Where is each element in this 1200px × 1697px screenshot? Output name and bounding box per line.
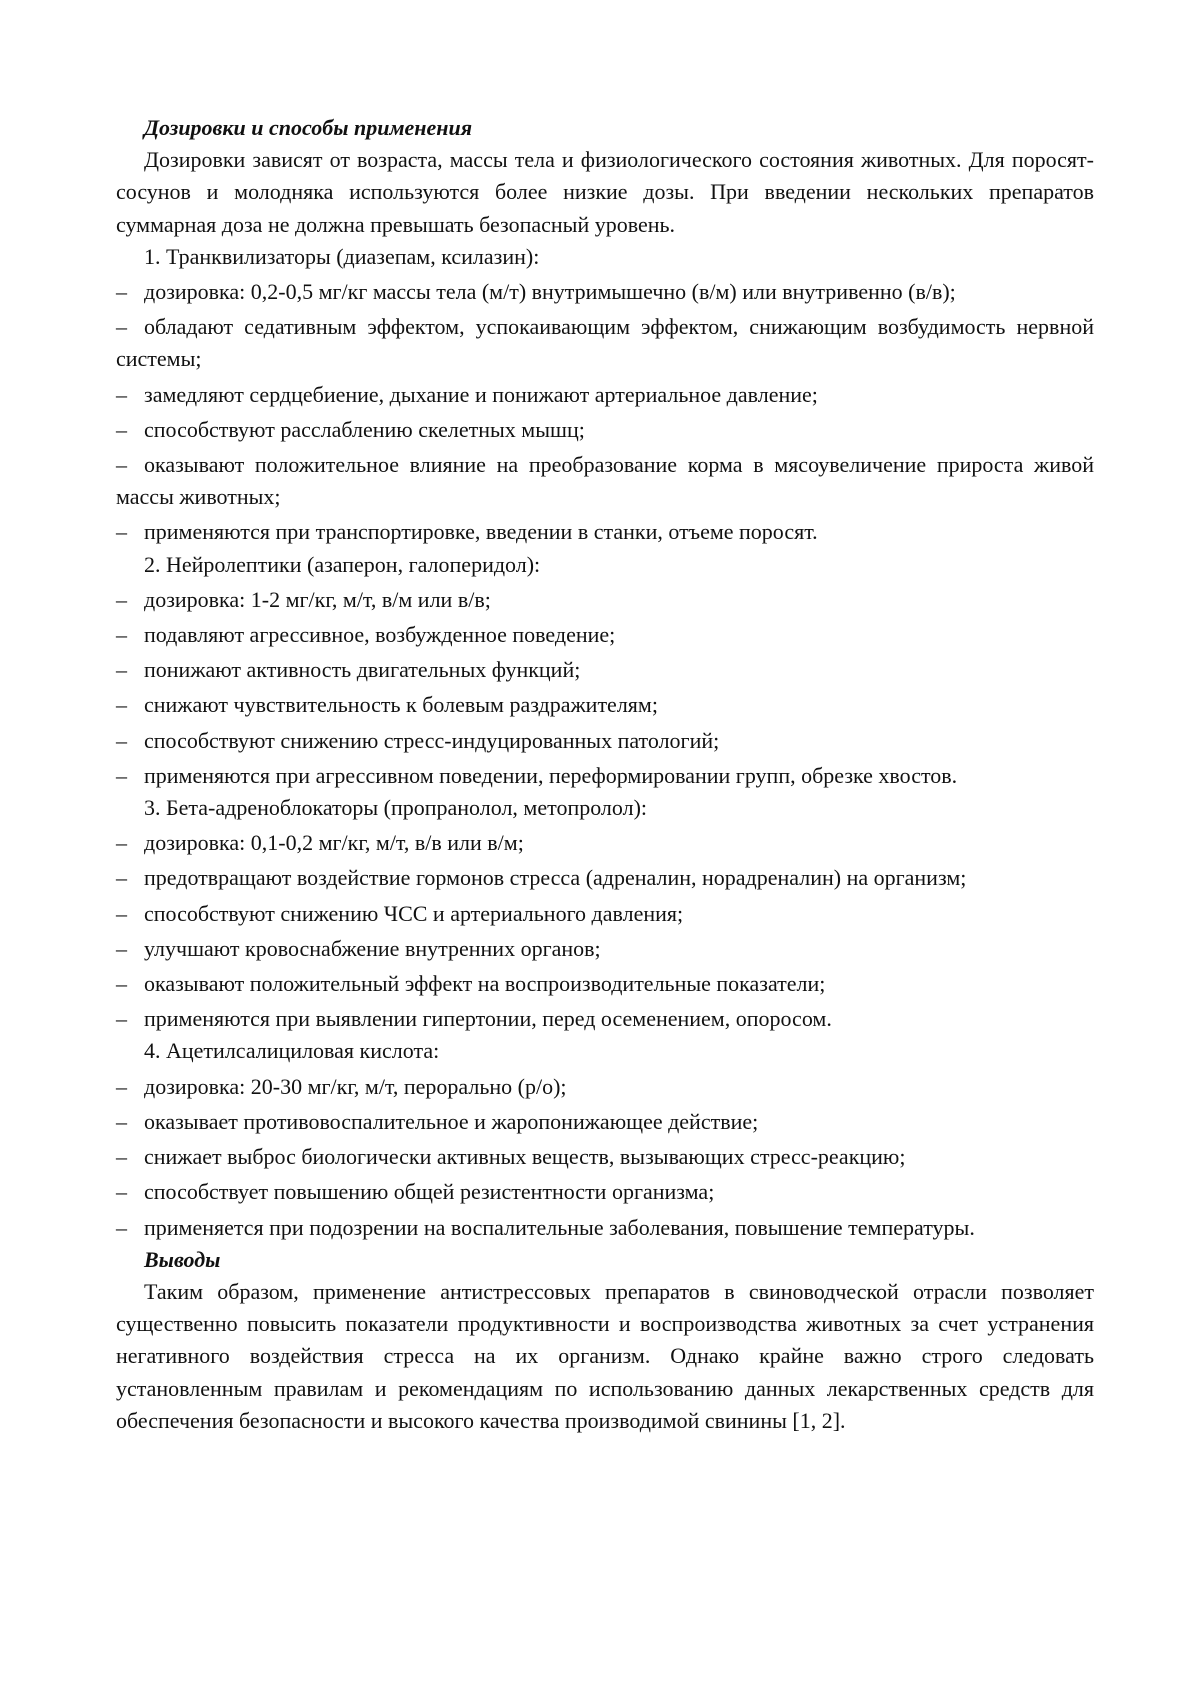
dash-marker: –: [116, 1073, 127, 1099]
list-item: [116, 651, 1094, 686]
conclusion-paragraph: Таким образом, применение антистрессовых препаратов в свиноводческой отрасли позволяет существенно повысить показатели продуктивности и воспроизводства животных за счет устранения негативного воздействия стресса на их организм. Однако крайне важно строго следовать установленным правилам и рекомендациям по использованию данных лекарственных средств для обеспечения безопасности и высокого качества производимой свинины [1, 2].: [116, 1278, 1094, 1433]
list-item: [116, 824, 1094, 859]
section-heading-dosage: Дозировки и способы применения: [144, 115, 473, 140]
list-item-text: применяются при агрессивном поведении, переформировании групп, обрезке хвостов.: [144, 762, 958, 788]
list-item: [116, 411, 1094, 446]
list-item-text: подавляют агрессивное, возбужденное поведение;: [144, 622, 616, 648]
list-item-text: снижают чувствительность к болевым раздражителям;: [144, 692, 658, 718]
dash-marker: –: [116, 586, 127, 612]
dash-marker: –: [116, 727, 127, 753]
group-title-tranquilizers: 1. Транквилизаторы (диазепам, ксилазин):: [144, 243, 540, 269]
list-item: [116, 446, 1094, 513]
list-item-text: способствует повышению общей резистентности организма;: [144, 1179, 715, 1205]
list-item-text: улучшают кровоснабжение внутренних органов;: [144, 935, 601, 961]
list-item: [116, 930, 1094, 965]
list-item-text: замедляют сердцебиение, дыхание и понижают артериальное давление;: [144, 381, 818, 407]
group-title-acetylsalicylic-acid: 4. Ацетилсалициловая кислота:: [144, 1038, 440, 1064]
list-item: [116, 895, 1094, 930]
list-item-text: оказывают положительный эффект на воспроизводительные показатели;: [144, 971, 826, 997]
list-item: [116, 513, 1094, 548]
list-item-text: оказывают положительное влияние на преобразование корма в мясоувеличение прироста живой массы животных;: [116, 452, 1094, 510]
list-item: [116, 686, 1094, 721]
list-item: [116, 308, 1094, 375]
group-title-beta-blockers: 3. Бета-адреноблокаторы (пропранолол, метопролол):: [144, 795, 648, 821]
list-item: [116, 1068, 1094, 1103]
dash-marker: –: [116, 971, 127, 997]
list-item: [116, 757, 1094, 792]
dash-marker: –: [116, 830, 127, 856]
list-item-text: снижает выброс биологически активных веществ, вызывающих стресс-реакцию;: [144, 1144, 906, 1170]
dash-marker: –: [116, 314, 127, 340]
list-item-text: способствуют расслаблению скелетных мышц;: [144, 416, 585, 442]
list-item: [116, 1000, 1094, 1035]
dash-marker: –: [116, 1144, 127, 1170]
dash-marker: –: [116, 900, 127, 926]
list-item: [116, 1173, 1094, 1208]
dash-marker: –: [116, 381, 127, 407]
list-item-text: дозировка: 0,1-0,2 мг/кг, м/т, в/в или в/м;: [144, 830, 524, 856]
dash-marker: –: [116, 935, 127, 961]
dash-marker: –: [116, 1179, 127, 1205]
list-item-text: способствуют снижению ЧСС и артериального давления;: [144, 900, 684, 926]
list-item: [116, 1209, 1094, 1244]
list-item: [116, 722, 1094, 757]
section-heading-conclusions: Выводы: [144, 1246, 221, 1272]
list-item: [116, 965, 1094, 1000]
list-item-text: применяются при выявлении гипертонии, перед осеменением, опоросом.: [144, 1006, 832, 1032]
dash-marker: –: [116, 692, 127, 718]
list-item: [116, 1138, 1094, 1173]
dash-marker: –: [116, 762, 127, 788]
intro-paragraph: Дозировки зависят от возраста, массы тела и физиологического состояния животных. Для поросят-сосунов и молодняка используются более низкие дозы. При введении нескольких препаратов суммарная доза не должна превышать безопасный уровень.: [116, 147, 1094, 237]
list-item-text: обладают седативным эффектом, успокаивающим эффектом, снижающим возбудимость нервной системы;: [116, 314, 1094, 372]
list-item-text: понижают активность двигательных функций;: [144, 657, 581, 683]
dash-marker: –: [116, 622, 127, 648]
list-item: [116, 859, 1094, 894]
dash-marker: –: [116, 279, 127, 305]
dash-marker: –: [116, 657, 127, 683]
list-item-text: дозировка: 0,2-0,5 мг/кг массы тела (м/т) внутримышечно (в/м) или внутривенно (в/в);: [144, 279, 956, 305]
list-item-text: применяются при транспортировке, введении в станки, отъеме поросят.: [144, 519, 818, 545]
dash-marker: –: [116, 865, 127, 891]
list-item-text: применяется при подозрении на воспалительные заболевания, повышение температуры.: [144, 1214, 975, 1240]
list-item: [116, 1103, 1094, 1138]
dash-marker: –: [116, 452, 127, 478]
list-item: [116, 273, 1094, 308]
article-body: [116, 112, 1094, 1437]
list-item-text: дозировка: 20-30 мг/кг, м/т, перорально (р/о);: [144, 1073, 567, 1099]
list-item: [116, 581, 1094, 616]
dash-marker: –: [116, 1006, 127, 1032]
list-item-text: способствуют снижению стресс-индуцированных патологий;: [144, 727, 720, 753]
dash-marker: –: [116, 1108, 127, 1134]
group-title-neuroleptics: 2. Нейролептики (азаперон, галоперидол):: [144, 551, 541, 577]
dash-marker: –: [116, 1214, 127, 1240]
list-item: [116, 616, 1094, 651]
list-item-text: оказывает противовоспалительное и жаропонижающее действие;: [144, 1108, 759, 1134]
list-item-text: предотвращают воздействие гормонов стресса (адреналин, норадреналин) на организм;: [144, 865, 967, 891]
list-item: [116, 376, 1094, 411]
dash-marker: –: [116, 519, 127, 545]
list-item-text: дозировка: 1-2 мг/кг, м/т, в/м или в/в;: [144, 586, 491, 612]
dash-marker: –: [116, 416, 127, 442]
